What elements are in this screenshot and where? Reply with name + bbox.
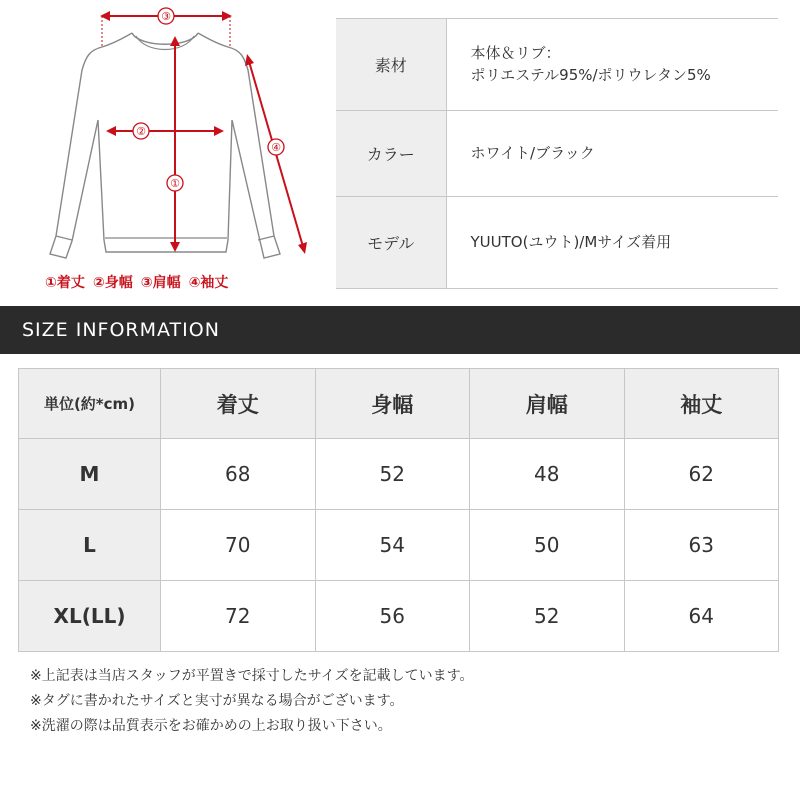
spec-key: 素材 xyxy=(336,19,446,111)
cell-value: 50 xyxy=(470,510,625,581)
marker-2: ② xyxy=(136,125,146,138)
size-table-header xyxy=(19,369,779,439)
cell-value: 52 xyxy=(315,439,470,510)
spec-row-color xyxy=(336,111,778,197)
spec-key: モデル xyxy=(336,197,446,289)
note-line: ※上記表は当店スタッフが平置きで採寸したサイズを記載しています。 xyxy=(30,668,474,684)
header-sleeve-length: 袖丈 xyxy=(624,369,779,439)
cell-value: 63 xyxy=(624,510,779,581)
header-shoulder-width: 肩幅 xyxy=(470,369,625,439)
spec-value-line: ポリエステル95%/ポリウレタン5% xyxy=(470,65,711,84)
notes xyxy=(30,664,474,739)
header-body-width: 身幅 xyxy=(315,369,470,439)
table-row xyxy=(19,581,779,652)
size-information-banner: SIZE INFORMATION xyxy=(0,306,800,354)
marker-1: ① xyxy=(170,177,180,190)
garment-diagram xyxy=(20,0,310,300)
spec-row-material xyxy=(336,19,778,111)
spec-value-line: 本体＆リブ： xyxy=(470,43,561,62)
size-table xyxy=(18,368,779,652)
cell-value: 68 xyxy=(161,439,316,510)
diagram-legend xyxy=(45,272,228,292)
spec-value xyxy=(446,19,778,111)
spec-value xyxy=(446,197,778,289)
size-label: M xyxy=(19,439,161,510)
cell-value: 62 xyxy=(624,439,779,510)
size-label: L xyxy=(19,510,161,581)
spec-table xyxy=(336,18,778,289)
header-length: 着丈 xyxy=(161,369,316,439)
spec-value xyxy=(446,111,778,197)
marker-4: ④ xyxy=(271,141,281,154)
table-row xyxy=(19,439,779,510)
cell-value: 54 xyxy=(315,510,470,581)
table-row xyxy=(19,510,779,581)
cell-value: 70 xyxy=(161,510,316,581)
sweatshirt-outline xyxy=(20,0,310,270)
marker-3: ③ xyxy=(161,10,171,23)
legend-shoulder-width: ③肩幅 xyxy=(140,275,181,291)
cell-value: 72 xyxy=(161,581,316,652)
legend-body-width: ②身幅 xyxy=(92,275,133,291)
size-label: XL(LL) xyxy=(19,581,161,652)
cell-value: 64 xyxy=(624,581,779,652)
legend-length: ①着丈 xyxy=(45,275,85,291)
note-line: ※タグに書かれたサイズと実寸が異なる場合がございます。 xyxy=(30,693,404,709)
header-unit: 単位(約*cm) xyxy=(19,369,161,439)
spec-value-line: YUUTO(ユウト)/Mサイズ着用 xyxy=(470,232,672,251)
note-line: ※洗濯の際は品質表示をお確かめの上お取り扱い下さい。 xyxy=(30,718,392,734)
cell-value: 52 xyxy=(470,581,625,652)
legend-sleeve-length: ④袖丈 xyxy=(188,275,229,291)
spec-row-model xyxy=(336,197,778,289)
cell-value: 56 xyxy=(315,581,470,652)
spec-value-line: ホワイト/ブラック xyxy=(470,143,595,162)
cell-value: 48 xyxy=(470,439,625,510)
spec-key: カラー xyxy=(336,111,446,197)
